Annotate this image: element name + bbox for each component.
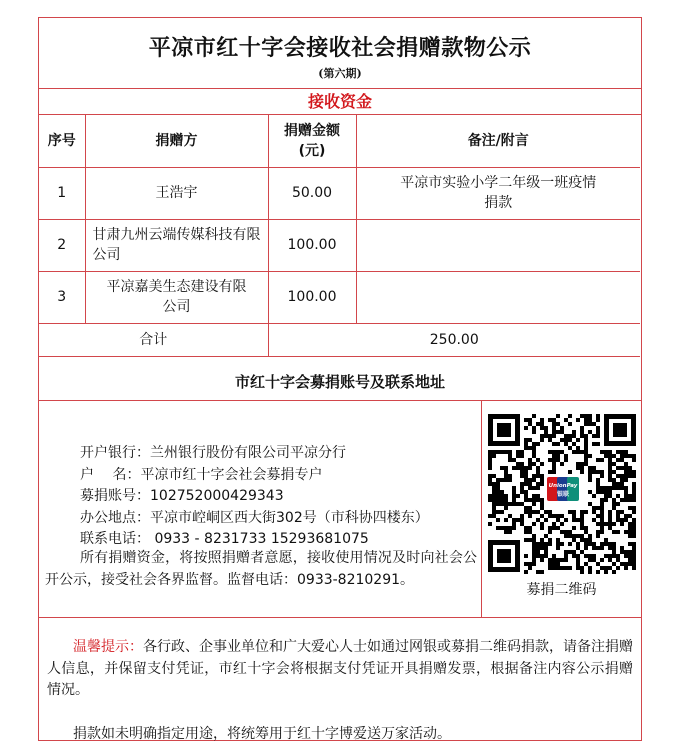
tips-body: 各行政、企事业单位和广大爱心人士如通过网银或募捐二维码捐款，请备注捐赠人信息，并保留支付凭证，市红十字会将根据支付凭证开具捐赠发票，根据备注内容公示捐赠情况。	[47, 639, 633, 698]
account-number-line: 募捐账号：102752000429343	[80, 488, 284, 504]
unionpay-badge-bottom: 银联	[556, 491, 570, 498]
donation-qr-code[interactable]	[486, 410, 638, 576]
qr-finder-bottom-left	[488, 540, 520, 572]
bank-line: 开户银行：兰州银行股份有限公司平凉分行	[80, 445, 346, 461]
row-note	[356, 167, 640, 219]
office-address-line: 办公地点：平凉市崆峒区西大街302号（市科协四楼东）	[80, 509, 429, 526]
issue-number: (第六期)	[318, 67, 362, 80]
donation-notice-sheet	[38, 17, 642, 741]
title-block	[39, 18, 641, 89]
tips-label: 温馨提示：	[73, 639, 143, 655]
account-name-line: 户 名：平凉市红十字会社会募捐专户	[80, 466, 323, 483]
row-no: 3	[39, 271, 85, 323]
total-value: 250.00	[268, 323, 640, 356]
warm-tips	[39, 618, 641, 740]
qr-finder-top-left	[488, 414, 520, 446]
qr-caption: 募捐二维码	[526, 582, 597, 598]
row-amount: 100.00	[268, 219, 356, 271]
table-row	[39, 271, 640, 323]
column-header-amount: 捐赠金额(元)	[268, 115, 356, 167]
row-no: 1	[39, 167, 85, 219]
qr-finder-top-right	[604, 414, 636, 446]
account-section-title: 市红十字会募捐账号及联系地址	[39, 364, 641, 401]
section-title: 接收资金	[39, 89, 641, 115]
row-donor: 王浩宇	[85, 167, 268, 219]
contact-phone-line: 联系电话： 0933 - 8231733 15293681075	[80, 531, 369, 547]
table-header-row	[39, 115, 640, 167]
row-no: 2	[39, 219, 85, 271]
table-row	[39, 167, 640, 219]
page-title: 平凉市红十字会接收社会捐赠款物公示	[148, 36, 532, 61]
qr-code-panel	[482, 400, 641, 618]
row-note	[356, 271, 640, 323]
row-donor	[85, 219, 268, 271]
row-amount: 50.00	[268, 167, 356, 219]
unionpay-badge-top: UnionPay	[548, 483, 578, 489]
table-row	[39, 219, 640, 271]
unionpay-logo-icon	[544, 474, 582, 504]
column-header-note: 备注/附言	[356, 115, 640, 167]
column-header-donor: 捐赠方	[85, 115, 268, 167]
tips-paragraph	[47, 637, 633, 702]
supervision-notice: 所有捐赠资金，将按照捐赠者意愿，接收使用情况及时向社会公开公示，接受社会各界监督。监督电话：0933-8210291。	[45, 550, 477, 588]
tips-usage-note: 捐款如未明确指定用途，将统筹用于红十字博爱送万家活动。	[73, 726, 451, 742]
account-info	[39, 400, 482, 618]
row-donor-text: 甘肃九州云端传媒科技有限公司	[92, 227, 261, 263]
total-row	[39, 323, 640, 356]
row-donor	[85, 271, 268, 323]
column-header-no: 序号	[39, 115, 85, 167]
row-note-text: 平凉市实验小学二年级一班疫情捐款	[400, 175, 597, 211]
row-amount: 100.00	[268, 271, 356, 323]
donation-table	[39, 115, 640, 357]
row-note	[356, 219, 640, 271]
total-label: 合计	[39, 323, 268, 356]
row-donor-text: 平凉嘉美生态建设有限公司	[106, 279, 247, 315]
